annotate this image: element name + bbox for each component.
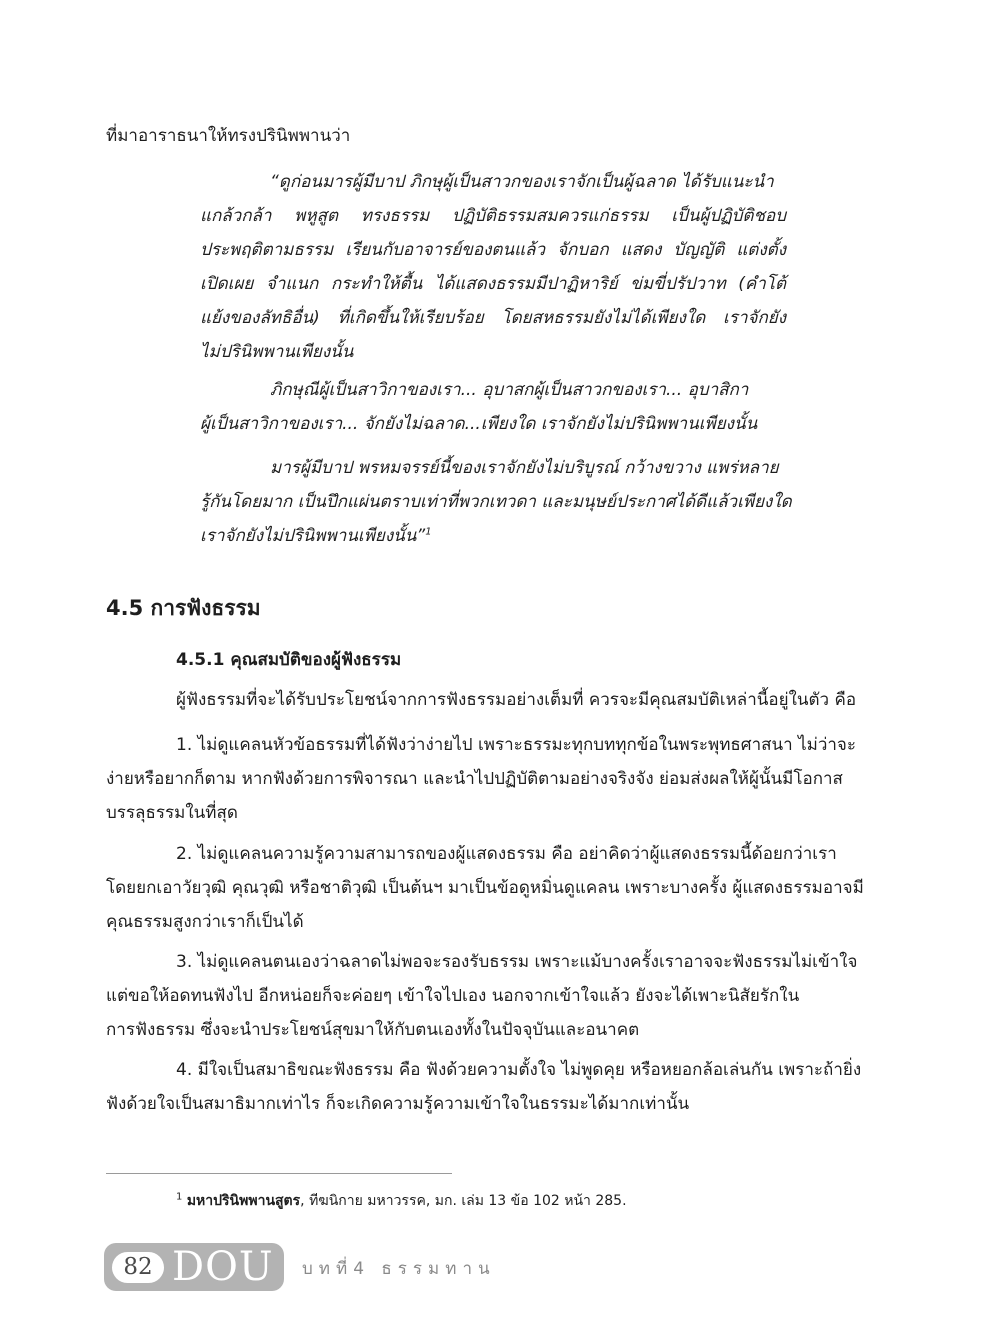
footnote-title: มหาปรินิพพานสูตร <box>186 1193 301 1209</box>
footnote-citation: , ทีฆนิกาย มหาวรรค, มก. เล่ม 13 ข้อ 102 หน้า 285. <box>300 1193 627 1209</box>
footnote <box>176 1190 627 1212</box>
quote-line: ผู้เป็นสาวิกาของเรา... จักยังไม่ฉลาด...เพียงใด เราจักยังไม่ปรินิพพานเพียงนั้น <box>200 414 758 434</box>
quote-line: รู้กันโดยมาก เป็นปึกแผ่นตราบเท่าที่พวกเทวดา และมนุษย์ประกาศได้ดีแล้วเพียงใด <box>200 492 792 512</box>
quote-line: ประพฤติตามธรรม เรียนกับอาจารย์ของตนแล้ว จักบอก แสดง บัญญัติ แต่งตั้ง <box>200 240 786 260</box>
body-line: 3. ไม่ดูแคลนตนเองว่าฉลาดไม่พอจะรองรับธรรม เพราะแม้บางครั้งเราอาจจะฟังธรรมไม่เข้าใจ <box>176 952 858 972</box>
quote-line: มารผู้มีบาป พรหมจรรย์นี้ของเราจักยังไม่บริบูรณ์ กว้างขวาง แพร่หลาย <box>270 458 779 478</box>
quote-line: “ดูก่อนมารผู้มีบาป ภิกษุผู้เป็นสาวกของเราจักเป็นผู้ฉลาด ได้รับแนะนำ <box>270 172 774 192</box>
body-intro: ผู้ฟังธรรมที่จะได้รับประโยชน์จากการฟังธรรมอย่างเต็มที่ ควรจะมีคุณสมบัติเหล่านี้อยู่ในตัว คือ <box>176 690 857 710</box>
body-line: บรรลุธรรมในที่สุด <box>106 803 238 823</box>
body-line: 1. ไม่ดูแคลนหัวข้อธรรมที่ได้ฟังว่าง่ายไป เพราะธรรมะทุกบททุกข้อในพระพุทธศาสนา ไม่ว่าจะ <box>176 735 857 755</box>
body-line: แต่ขอให้อดทนฟังไป อีกหน่อยก็จะค่อยๆ เข้าใจไปเอง นอกจากเข้าใจแล้ว ยังจะได้เพาะนิสัยรักใน <box>106 986 800 1006</box>
chapter-title: บทที่4 ธรรมทาน <box>302 1259 496 1279</box>
quote-text: เราจักยังไม่ปรินิพพานเพียงนั้น” <box>200 526 426 546</box>
footnote-mark: 1 <box>176 1191 183 1203</box>
brand-logo: DOU <box>172 1244 274 1290</box>
body-line: คุณธรรมสูงกว่าเราก็เป็นได้ <box>106 912 304 932</box>
quote-line: แย้งของลัทธิอื่น) ที่เกิดขึ้นให้เรียบร้อย โดยสหธรรมยังไม่ได้เพียงใด เราจักยัง <box>200 308 786 328</box>
body-line: ง่ายหรือยากก็ตาม หากฟังด้วยการพิจารณา และนำไปปฏิบัติตามอย่างจริงจัง ย่อมส่งผลให้ผู้นั้นมีโอกาส <box>106 769 843 789</box>
subsection-heading: 4.5.1 คุณสมบัติของผู้ฟังธรรม <box>176 650 402 670</box>
body-line: โดยยกเอาวัยวุฒิ คุณวุฒิ หรือชาติวุฒิ เป็นต้นฯ มาเป็นข้อดูหมิ่นดูแคลน เพราะบางครั้ง ผู้แสดงธรรมอาจมี <box>106 878 864 898</box>
quote-line: ไม่ปรินิพพานเพียงนั้น <box>200 342 354 362</box>
body-line: การฟังธรรม ซึ่งจะนำประโยชน์สุขมาให้กับตนเองทั้งในปัจจุบันและอนาคต <box>106 1020 640 1040</box>
quote-line: ภิกษุณีผู้เป็นสาวิกาของเรา... อุบาสกผู้เป็นสาวกของเรา... อุบาสิกา <box>270 380 749 400</box>
quote-line: แกล้วกล้า พหูสูต ทรงธรรม ปฏิบัติธรรมสมควรแก่ธรรม เป็นผู้ปฏิบัติชอบ <box>200 206 786 226</box>
section-heading: 4.5 การฟังธรรม <box>106 596 261 620</box>
body-line: 4. มีใจเป็นสมาธิขณะฟังธรรม คือ ฟังด้วยความตั้งใจ ไม่พูดคุย หรือหยอกล้อเล่นกัน เพราะถ้ายิ่ง <box>176 1060 862 1080</box>
quote-line: เปิดเผย จำแนก กระทำให้ตื้น ได้แสดงธรรมมีปาฏิหาริย์ ข่มขี่ปรัปวาท (คำโต้ <box>200 274 786 294</box>
intro-line: ที่มาอาราธนาให้ทรงปรินิพพานว่า <box>106 126 351 146</box>
body-line: 2. ไม่ดูแคลนความรู้ความสามารถของผู้แสดงธรรม คือ อย่าคิดว่าผู้แสดงธรรมนี้ด้อยกว่าเรา <box>176 844 837 864</box>
body-line: ฟังด้วยใจเป็นสมาธิมากเท่าไร ก็จะเกิดความรู้ความเข้าใจในธรรมะได้มากเท่านั้น <box>106 1094 690 1114</box>
page-number: 82 <box>112 1252 164 1283</box>
footnote-reference[interactable]: 1 <box>425 526 432 538</box>
quote-line-last <box>200 524 432 548</box>
footnote-divider <box>106 1173 452 1174</box>
